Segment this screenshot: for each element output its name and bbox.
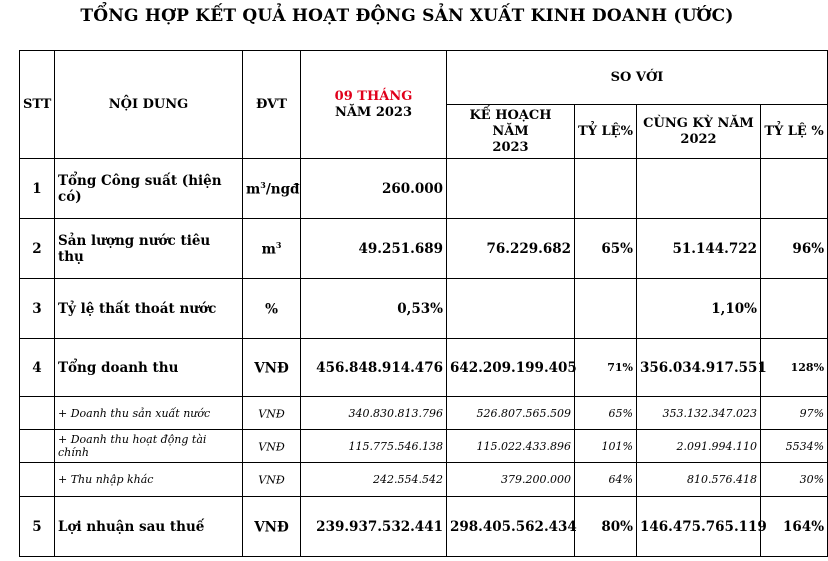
cell-ke-hoach: 298.405.562.434	[447, 497, 575, 557]
cell-ty-le-ck: 5534%	[761, 430, 828, 463]
cell-ty-le-kh: 71%	[575, 339, 637, 397]
header-ke-hoach-line1: KẾ HOẠCH NĂM	[469, 107, 552, 139]
cell-value: 242.554.542	[301, 463, 447, 497]
cell-value: 49.251.689	[301, 219, 447, 279]
header-stt: STT	[20, 51, 55, 159]
dvt-sup: 3	[275, 239, 282, 250]
cell-dvt	[243, 430, 301, 463]
cell-ke-hoach: 379.200.000	[447, 463, 575, 497]
cell-ty-le-kh: 80%	[575, 497, 637, 557]
dvt-suffix: /ngđ	[265, 181, 300, 198]
dvt-unit: m	[261, 241, 276, 258]
cell-ty-le-kh	[575, 279, 637, 339]
table-row	[20, 397, 828, 430]
cell-value: 115.775.546.138	[301, 430, 447, 463]
table-row	[20, 159, 828, 219]
dvt-unit: VNĐ	[258, 473, 285, 487]
cell-noi-dung: + Thu nhập khác	[55, 463, 243, 497]
cell-ke-hoach	[447, 159, 575, 219]
cell-ty-le-ck: 128%	[761, 339, 828, 397]
cell-dvt	[243, 463, 301, 497]
header-period	[301, 51, 447, 159]
cell-cung-ky: 353.132.347.023	[637, 397, 761, 430]
cell-stt	[20, 463, 55, 497]
cell-stt	[20, 397, 55, 430]
dvt-unit: VNĐ	[254, 519, 289, 536]
cell-dvt	[243, 397, 301, 430]
cell-ty-le-ck	[761, 279, 828, 339]
cell-stt: 2	[20, 219, 55, 279]
header-period-months: 09 THÁNG	[334, 88, 413, 104]
cell-cung-ky	[637, 159, 761, 219]
cell-ty-le-kh: 65%	[575, 397, 637, 430]
cell-ke-hoach: 642.209.199.405	[447, 339, 575, 397]
header-cung-ky-line1: CÙNG KỲ NĂM	[643, 115, 754, 131]
table-row	[20, 279, 828, 339]
cell-stt: 5	[20, 497, 55, 557]
table-row	[20, 430, 828, 463]
cell-noi-dung: Tổng Công suất (hiện có)	[55, 159, 243, 219]
cell-ke-hoach	[447, 279, 575, 339]
cell-cung-ky: 356.034.917.551	[637, 339, 761, 397]
cell-ty-le-kh	[575, 159, 637, 219]
cell-dvt	[243, 219, 301, 279]
cell-value: 239.937.532.441	[301, 497, 447, 557]
table-row	[20, 497, 828, 557]
header-ke-hoach-line2: 2023	[492, 139, 529, 155]
cell-cung-ky: 146.475.765.119	[637, 497, 761, 557]
header-so-voi: SO VỚI	[447, 51, 828, 105]
cell-noi-dung: Tổng doanh thu	[55, 339, 243, 397]
cell-noi-dung: + Doanh thu hoạt động tài chính	[55, 430, 243, 463]
cell-noi-dung: Tỷ lệ thất thoát nước	[55, 279, 243, 339]
cell-ty-le-ck: 96%	[761, 219, 828, 279]
cell-noi-dung: + Doanh thu sản xuất nước	[55, 397, 243, 430]
cell-noi-dung: Sản lượng nước tiêu thụ	[55, 219, 243, 279]
cell-ty-le-ck	[761, 159, 828, 219]
cell-ty-le-kh: 64%	[575, 463, 637, 497]
table-row	[20, 219, 828, 279]
page-title: TỔNG HỢP KẾT QUẢ HOẠT ĐỘNG SẢN XUẤT KINH DOANH (ƯỚC)	[80, 6, 734, 26]
cell-ty-le-kh: 101%	[575, 430, 637, 463]
cell-value: 340.830.813.796	[301, 397, 447, 430]
cell-stt: 1	[20, 159, 55, 219]
cell-ty-le-ck: 164%	[761, 497, 828, 557]
table-row	[20, 339, 828, 397]
cell-value: 0,53%	[301, 279, 447, 339]
cell-ke-hoach: 115.022.433.896	[447, 430, 575, 463]
header-ty-le-kh: TỶ LỆ%	[575, 105, 637, 159]
dvt-unit: VNĐ	[258, 407, 285, 421]
cell-ke-hoach: 526.807.565.509	[447, 397, 575, 430]
cell-cung-ky: 51.144.722	[637, 219, 761, 279]
dvt-unit: %	[265, 301, 278, 318]
cell-cung-ky: 1,10%	[637, 279, 761, 339]
header-cung-ky	[637, 105, 761, 159]
header-cung-ky-line2: 2022	[680, 131, 717, 147]
cell-ty-le-ck: 30%	[761, 463, 828, 497]
dvt-unit: m	[246, 181, 261, 198]
cell-ty-le-kh: 65%	[575, 219, 637, 279]
header-dvt: ĐVT	[243, 51, 301, 159]
cell-ty-le-ck: 97%	[761, 397, 828, 430]
header-period-year: NĂM 2023	[334, 104, 413, 120]
cell-ke-hoach: 76.229.682	[447, 219, 575, 279]
dvt-sup: 3	[260, 179, 266, 190]
cell-stt: 3	[20, 279, 55, 339]
cell-dvt	[243, 279, 301, 339]
cell-cung-ky: 810.576.418	[637, 463, 761, 497]
header-ty-le-ck: TỶ LỆ %	[761, 105, 828, 159]
cell-value: 260.000	[301, 159, 447, 219]
cell-dvt	[243, 339, 301, 397]
cell-stt	[20, 430, 55, 463]
cell-dvt	[243, 159, 301, 219]
header-ke-hoach	[447, 105, 575, 159]
header-noi-dung: NỘI DUNG	[55, 51, 243, 159]
cell-cung-ky: 2.091.994.110	[637, 430, 761, 463]
dvt-unit: VNĐ	[254, 360, 289, 377]
results-table	[19, 50, 828, 557]
dvt-unit: VNĐ	[258, 440, 285, 454]
cell-stt: 4	[20, 339, 55, 397]
cell-value: 456.848.914.476	[301, 339, 447, 397]
cell-noi-dung: Lợi nhuận sau thuế	[55, 497, 243, 557]
table-row	[20, 463, 828, 497]
cell-dvt	[243, 497, 301, 557]
